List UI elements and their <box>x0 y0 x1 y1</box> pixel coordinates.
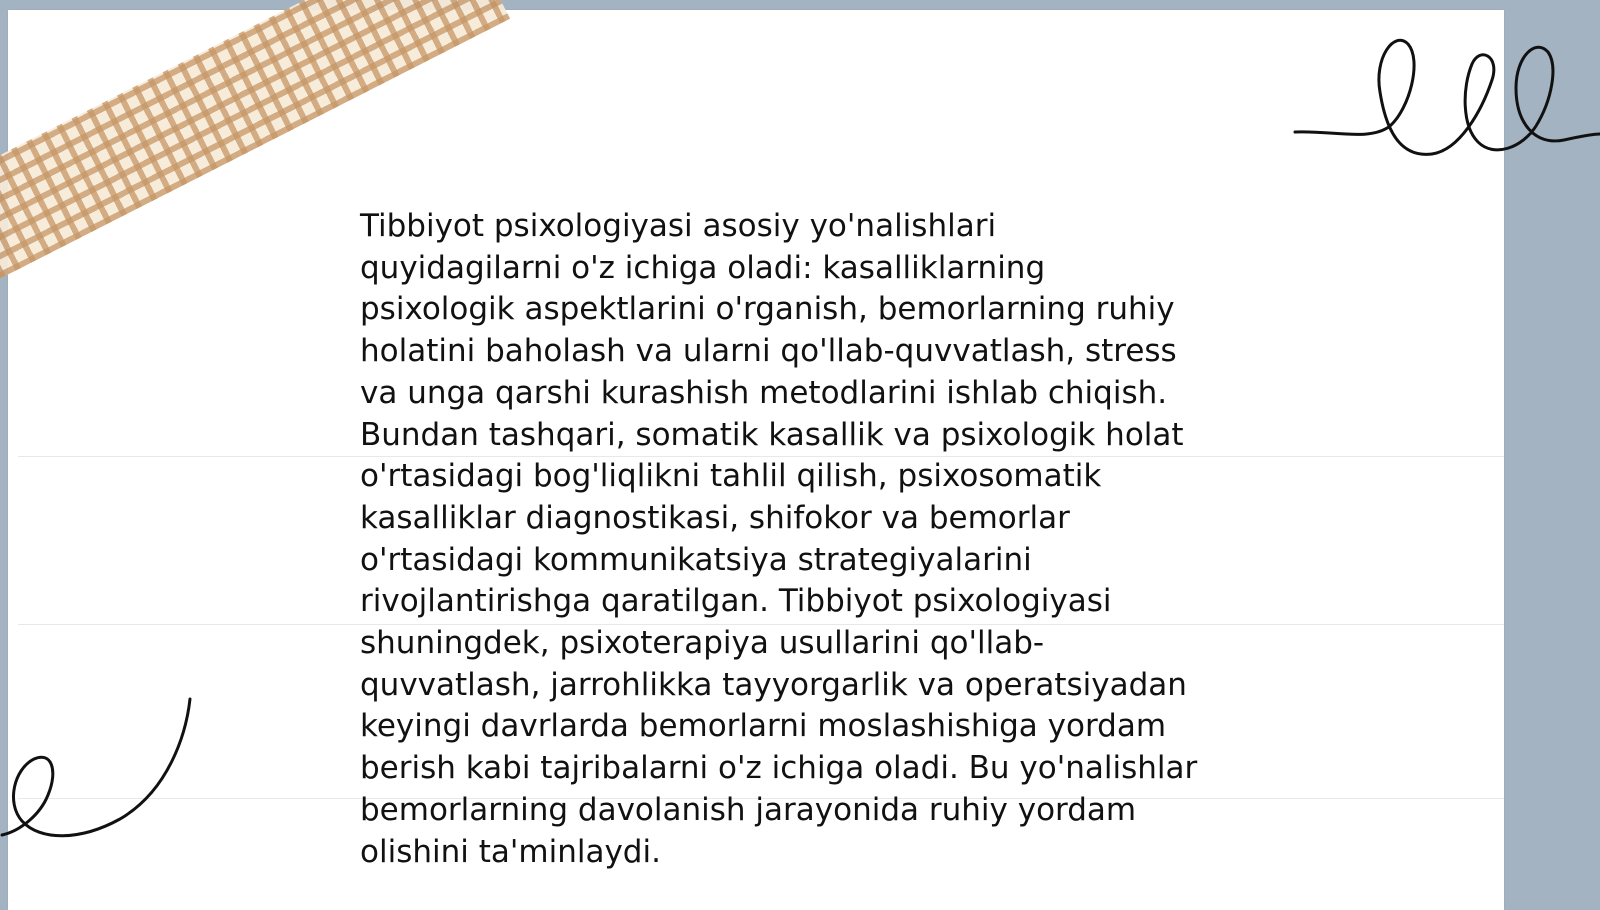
main-paragraph: Tibbiyot psixologiyasi asosiy yo'nalishlari quyidagilarni o'z ichiga oladi: kasalliklarning psixologik aspektlarini o'rganish, bemorlarning ruhiy holatini baholash va ularni qo'llab-quvvatlash, stress va unga qarshi kurashish metodlarini ishlab chiqish. Bundan tashqari, somatik kasallik va psixologik holat o'rtasidagi bog'liqlikni tahlil qilish, psixosomatik kasalliklar diagnostikasi, shifokor va bemorlar o'rtasidagi kommunikatsiya strategiyalarini rivojlantirishga qaratilgan. Tibbiyot psixologiyasi shuningdek, psixoterapiya usullarini qo'llab- quvvatlash, jarrohlikka tayyorgarlik va operatsiyadan keyingi davrlarda bemorlarni moslashishiga yordam berish kabi tajribalarni o'z ichiga oladi. Bu yo'nalishlar bemorlarning davolanish jarayonida ruhiy yordam olishini ta'minlaydi. <box>360 208 1198 870</box>
loop-squiggle-icon <box>1290 30 1600 170</box>
checkmark-squiggle-icon <box>0 695 200 855</box>
